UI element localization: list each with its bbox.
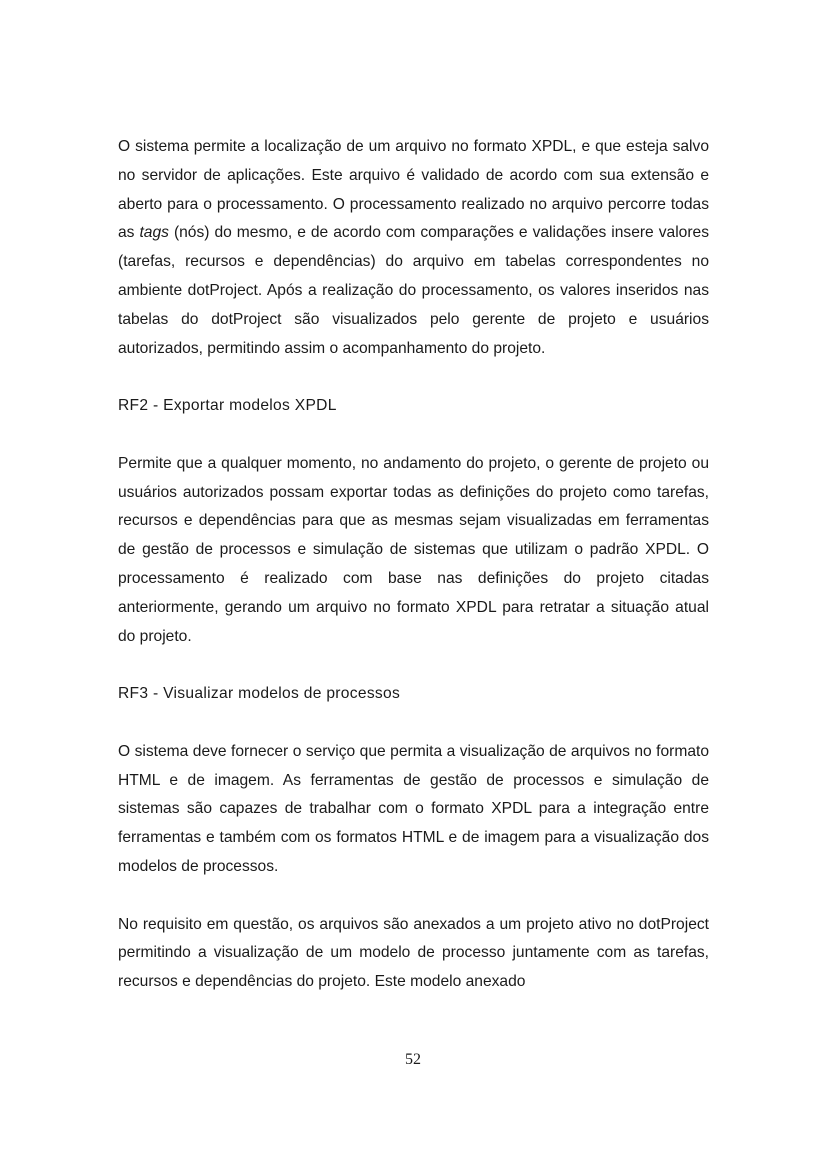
section-heading-rf2: RF2 - Exportar modelos XPDL	[118, 397, 337, 415]
spacer	[118, 363, 709, 392]
paragraph-text: O sistema permite a localização de um arquivo no formato XPDL, e que esteja salvo no servidor de aplicações. Este arquivo é validado de acordo com sua extensão e aberto para o processamento. O processamento realizado no arquivo percorre todas as	[118, 138, 709, 242]
paragraph-xpdl-export: Permite que a qualquer momento, no andamento do projeto, o gerente de projeto ou usuários autorizados possam exportar todas as definições do projeto como tarefas, recursos e dependências para que as mesmas sejam visualizadas em ferramentas de gestão de processos e simulação de sistemas que utilizam o padrão XPDL. O processamento é realizado com base nas definições do projeto citadas anteriormente, gerando um arquivo no formato XPDL para retratar a situação atual do projeto.	[118, 454, 709, 645]
italic-term-tags: tags	[139, 224, 169, 242]
paragraph-visualization-service: O sistema deve fornecer o serviço que permita a visualização de arquivos no formato HTML e de imagem. As ferramentas de gestão de processos e simulação de sistemas são capazes de trabalhar com o formato XPDL para a integração entre ferramentas e também com os formatos HTML e de imagem para a visualização dos modelos de processos.	[118, 742, 709, 875]
page-body	[118, 133, 709, 997]
spacer	[118, 651, 709, 680]
section-heading-rf3: RF3 - Visualizar modelos de processos	[118, 685, 401, 703]
spacer	[118, 421, 709, 450]
paragraph-text: (nós) do mesmo, e de acordo com comparações e validações insere valores (tarefas, recursos e dependências) do arquivo em tabelas correspondentes no ambiente dotProject. Após a realização do processamento, os valores inseridos nas tabelas do dotProject são visualizados pelo gerente de projeto e usuários autorizados, permitindo assim o acompanhamento do projeto.	[118, 224, 709, 357]
page-number: 52	[405, 1051, 421, 1068]
paragraph-xpdl-import	[118, 133, 709, 363]
spacer	[118, 882, 709, 911]
spacer	[118, 709, 709, 738]
paragraph-attached-files: No requisito em questão, os arquivos são anexados a um projeto ativo no dotProject permitindo a visualização de um modelo de processo juntamente com as tarefas, recursos e dependências do projeto. Este modelo anexado	[118, 915, 709, 991]
